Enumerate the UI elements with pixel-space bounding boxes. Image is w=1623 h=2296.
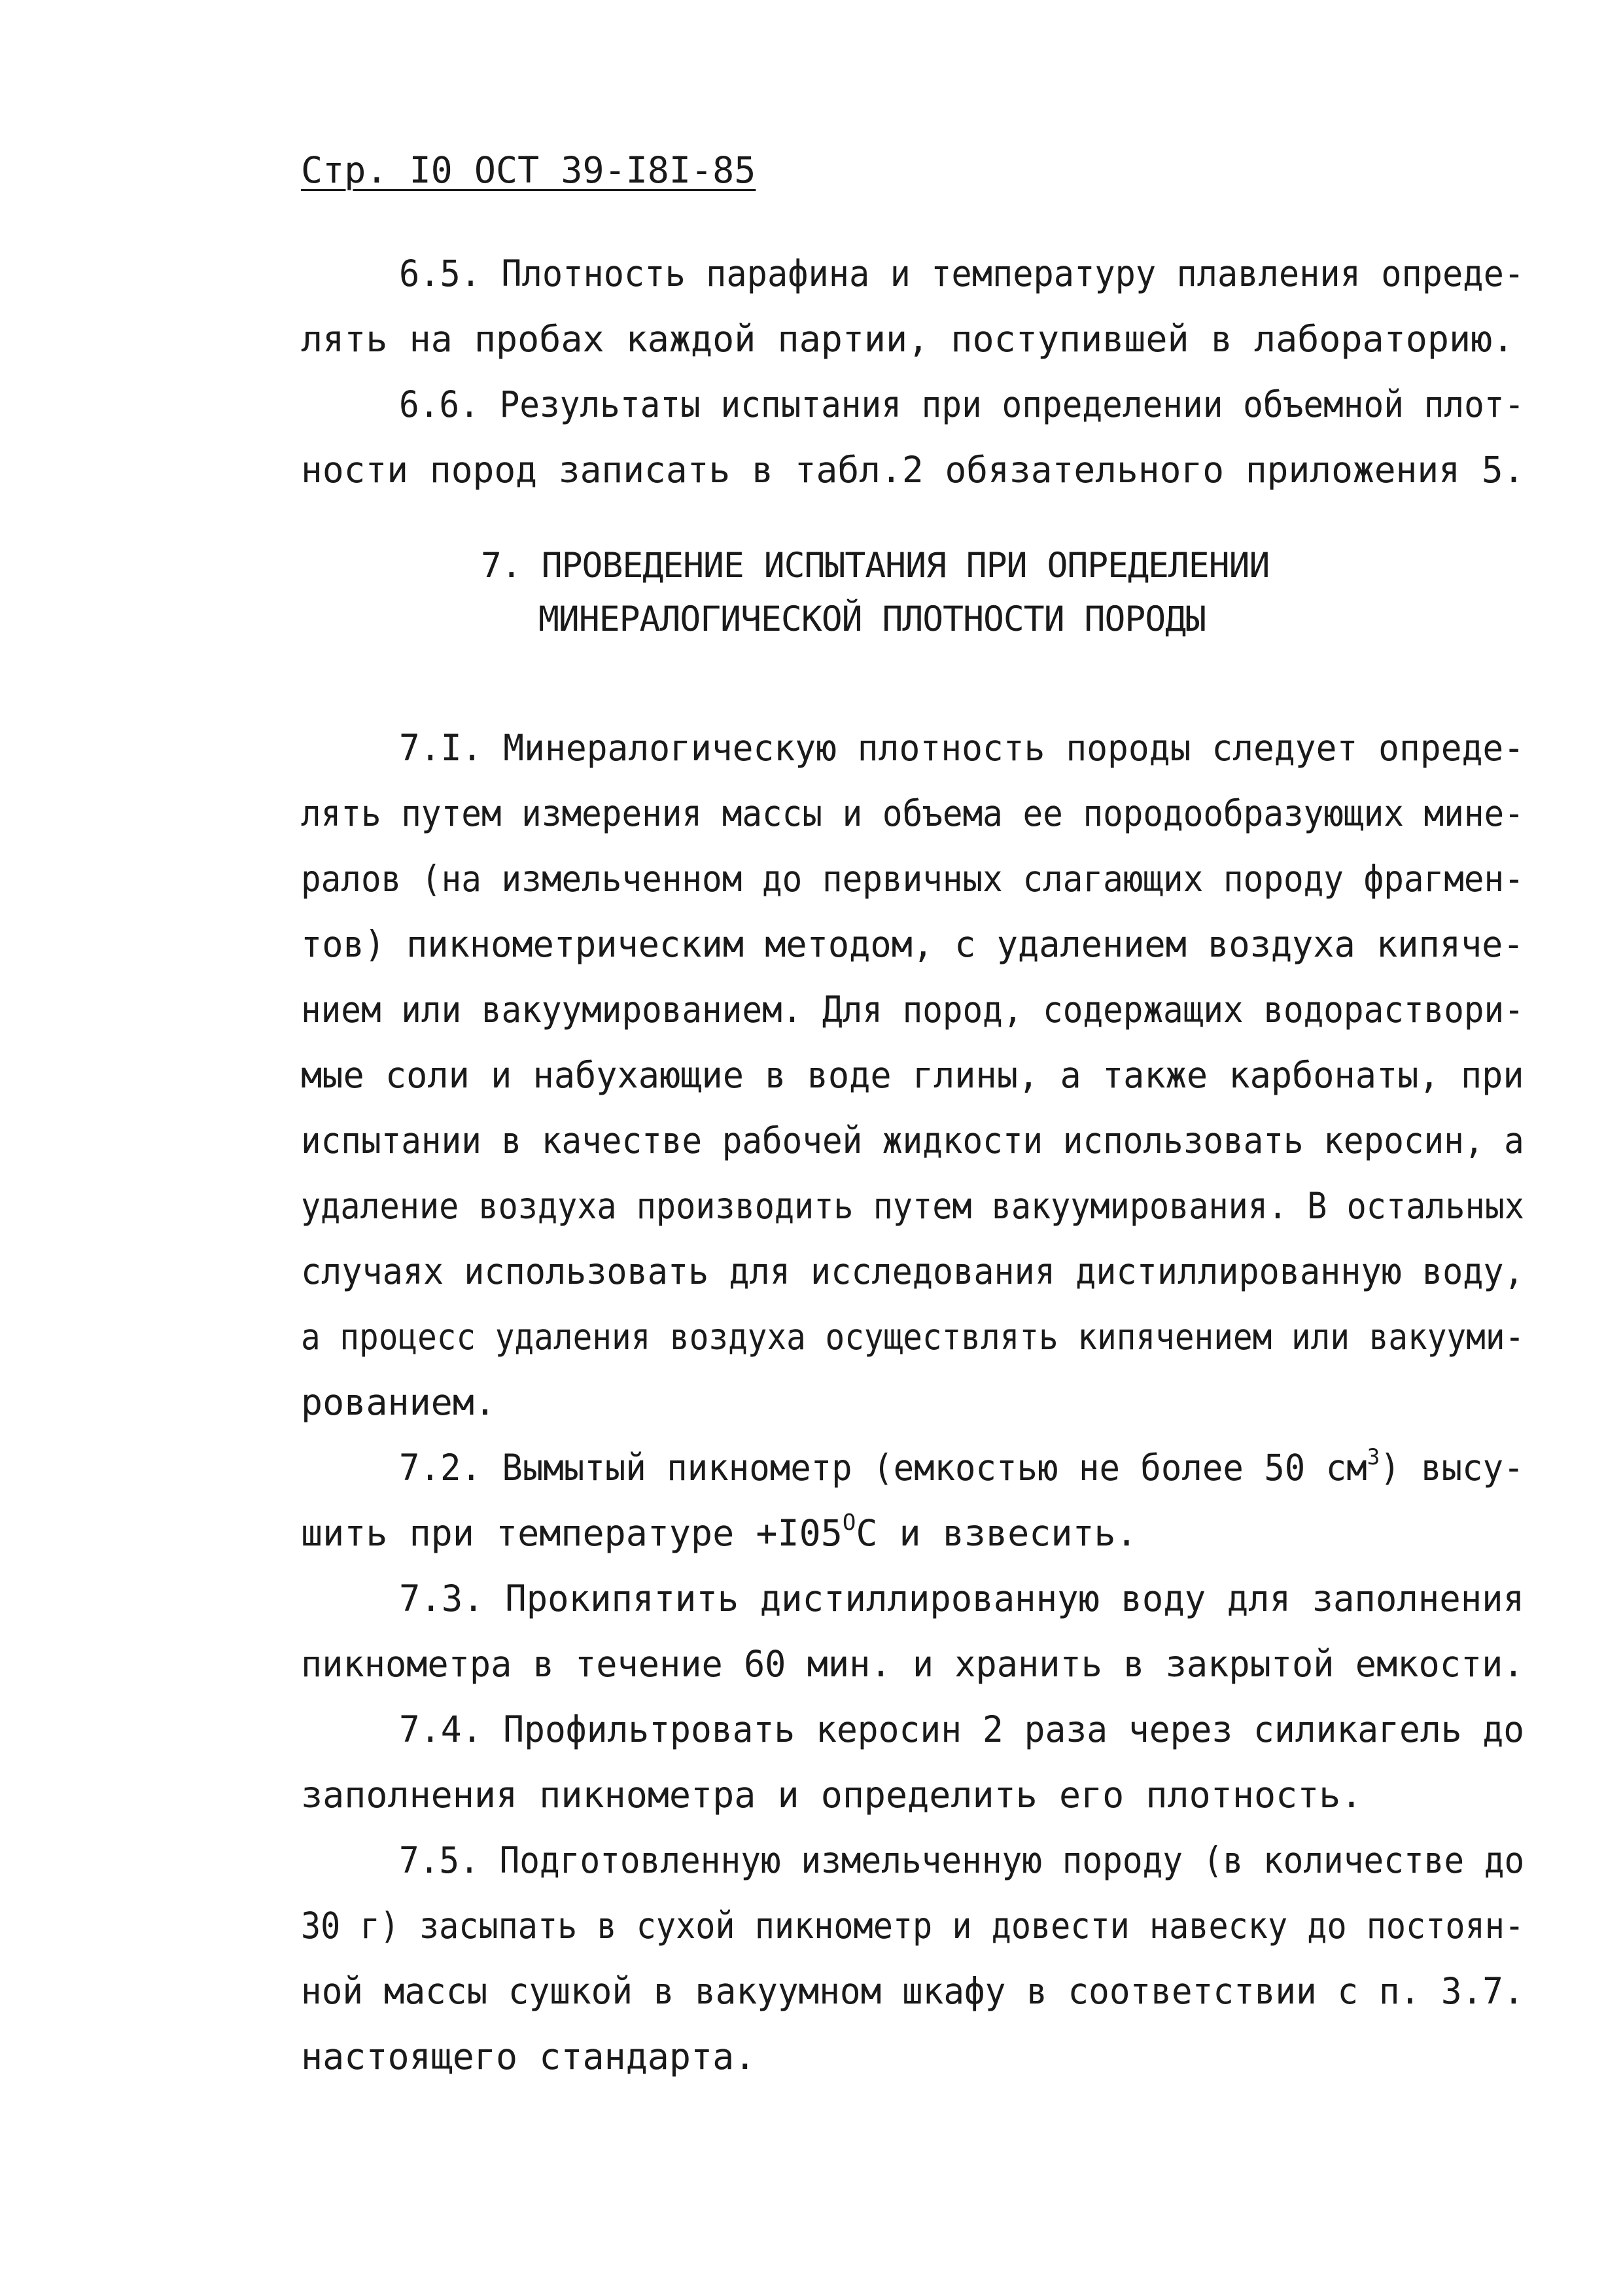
paragraph-7-1-line-10: а процесс удаления воздуха осуществлять кипячением или вакууми- bbox=[301, 1316, 1525, 1358]
paragraph-7-1-line-5: нием или вакуумированием. Для пород, содержащих водораствори- bbox=[301, 989, 1524, 1031]
paragraph-7-2-line-1 bbox=[399, 1445, 1524, 1491]
paragraph-7-4-line-1: 7.4. Профильтровать керосин 2 раза через силикагель до bbox=[399, 1708, 1525, 1750]
paragraph-6-6-line-2: ности пород записать в табл.2 обязательного приложения 5. bbox=[301, 449, 1525, 491]
paragraph-7-3-line-1: 7.3. Прокипятить дистиллированную воду для заполнения bbox=[399, 1578, 1525, 1619]
text-run: 7.2. Вымытый пикнометр (емкостью не более 50 см bbox=[399, 1447, 1367, 1489]
paragraph-7-1-line-6: мые соли и набухающие в воде глины, а также карбонаты, при bbox=[301, 1054, 1524, 1096]
paragraph-7-1-line-2: лять путем измерения массы и объема ее породообразующих мине- bbox=[301, 792, 1524, 834]
paragraph-6-5-line-1: 6.5. Плотность парафина и температуру плавления опреде- bbox=[399, 253, 1525, 294]
paragraph-7-5-line-1: 7.5. Подготовленную измельченную породу (в количестве до bbox=[399, 1839, 1525, 1881]
degree-superscript: О bbox=[842, 1510, 856, 1536]
paragraph-6-6-line-1: 6.6. Результаты испытания при определении объемной плот- bbox=[399, 383, 1525, 425]
paragraph-7-3-line-2: пикнометра в течение 60 мин. и хранить в закрытой емкости. bbox=[301, 1643, 1524, 1685]
text-run: ) высу- bbox=[1380, 1447, 1524, 1489]
paragraph-7-1-line-4: тов) пикнометрическим методом, с удалением воздуха кипяче- bbox=[301, 923, 1524, 965]
paragraph-7-1-line-9: случаях использовать для исследования дистиллированную воду, bbox=[301, 1250, 1524, 1292]
paragraph-7-4-line-2: заполнения пикнометра и определить его плотность. bbox=[301, 1774, 1363, 1816]
page-header: Стр. I0 ОСТ 39-I8I-85 bbox=[301, 149, 756, 191]
paragraph-7-5-line-2: 30 г) засыпать в сухой пикнометр и довести навеску до постоян- bbox=[301, 1905, 1525, 1947]
paragraph-7-1-line-3: ралов (на измельченном до первичных слагающих породу фрагмен- bbox=[301, 858, 1524, 900]
paragraph-7-5-line-4: настоящего стандарта. bbox=[301, 2036, 756, 2077]
superscript: 3 bbox=[1367, 1444, 1380, 1470]
paragraph-7-1-line-7: испытании в качестве рабочей жидкости использовать керосин, а bbox=[301, 1120, 1524, 1161]
text-run: шить при температуре +I05 bbox=[301, 1512, 843, 1554]
paragraph-7-1-line-11: рованием. bbox=[301, 1381, 497, 1423]
section-heading-line-1: 7. ПРОВЕДЕНИЕ ИСПЫТАНИЯ ПРИ ОПРЕДЕЛЕНИИ bbox=[481, 546, 1270, 586]
paragraph-7-2-line-2 bbox=[301, 1510, 1138, 1556]
paragraph-7-1-line-1: 7.I. Минералогическую плотность породы следует опреде- bbox=[399, 727, 1525, 769]
paragraph-7-1-line-8: удаление воздуха производить путем вакуумирования. В остальных bbox=[301, 1185, 1525, 1227]
paragraph-7-5-line-3: ной массы сушкой в вакуумном шкафу в соответствии с п. 3.7. bbox=[301, 1970, 1524, 2012]
section-heading-line-2: МИНЕРАЛОГИЧЕСКОЙ ПЛОТНОСТИ ПОРОДЫ bbox=[538, 599, 1206, 639]
paragraph-6-5-line-2: лять на пробах каждой партии, поступившей в лабораторию. bbox=[301, 318, 1514, 360]
text-run: С и взвесить. bbox=[856, 1512, 1138, 1554]
